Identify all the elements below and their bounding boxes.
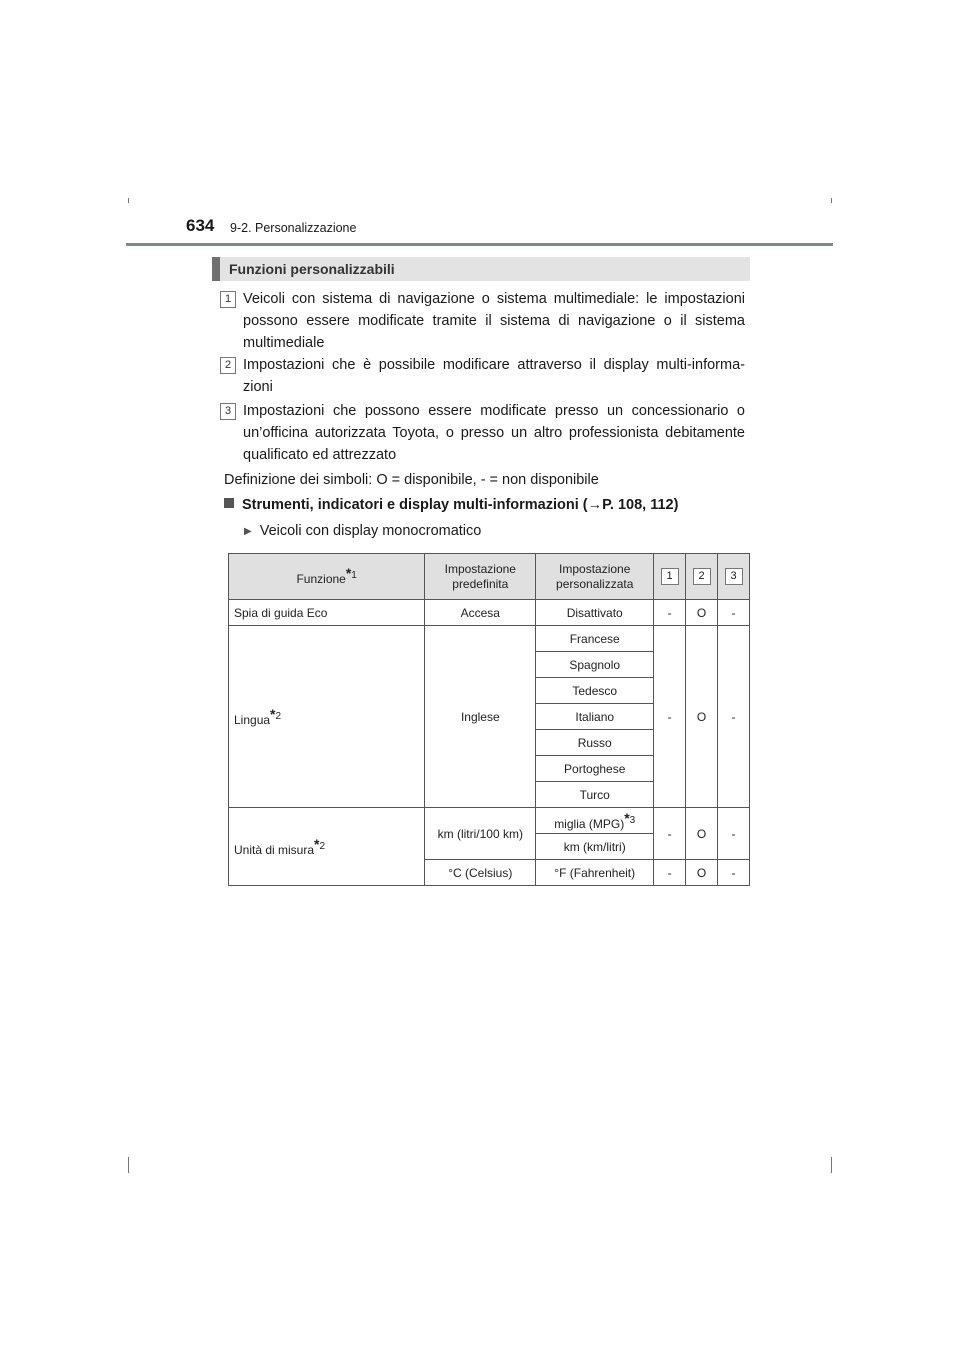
- header-default: Impostazione predefinita: [425, 554, 536, 600]
- header-col-2: 2: [686, 554, 718, 600]
- cell-custom: °F (Fahrenheit): [536, 860, 654, 886]
- cell-option: Portoghese: [536, 756, 654, 782]
- cell-c3: -: [718, 808, 750, 860]
- cell-custom: Disattivato: [536, 600, 654, 626]
- section-bar-title: Funzioni personalizzabili: [229, 261, 395, 277]
- table-row-eco: [229, 600, 750, 626]
- table-row-language: [229, 626, 750, 652]
- cell-function: Unità di misura$^{*2}$: [229, 808, 425, 886]
- cell-option: Francese: [536, 626, 654, 652]
- cell-default: Inglese: [425, 626, 536, 808]
- subsubheading-text: Veicoli con display monocromatico: [259, 523, 482, 539]
- legend-text-1: Veicoli con sistema di navigazione o sistema multimediale: le impostazioni possono essere modificate tramite il sistema di navigazione o il sistema multimediale: [243, 291, 745, 351]
- cell-option: miglia (MPG)$^{*3}$: [536, 808, 654, 834]
- subheading: [224, 497, 678, 513]
- header-function: Funzione$^{*1}$: [229, 554, 425, 600]
- cell-c1: -: [654, 600, 686, 626]
- cell-c3: -: [718, 600, 750, 626]
- header-rule: [126, 243, 833, 246]
- triangle-bullet-icon: ▶: [244, 526, 252, 537]
- crop-mark: [128, 1157, 129, 1173]
- square-bullet-icon: [224, 498, 234, 508]
- legend-number-2: 2: [220, 357, 236, 374]
- crop-mark: [831, 1157, 832, 1173]
- cell-function: Spia di guida Eco: [229, 600, 425, 626]
- crop-mark: [831, 198, 832, 203]
- cell-option: Tedesco: [536, 678, 654, 704]
- table-row-units: [229, 808, 750, 834]
- cell-c2: O: [686, 626, 718, 808]
- header-col-3: 3: [718, 554, 750, 600]
- legend-text-2: Impostazioni che è possibile modificare attraverso il display multi-informa-zioni: [243, 357, 745, 395]
- cell-c1: -: [654, 860, 686, 886]
- cell-option: Italiano: [536, 704, 654, 730]
- cell-c3: -: [718, 626, 750, 808]
- cell-c2: O: [686, 808, 718, 860]
- cell-c1: -: [654, 626, 686, 808]
- cell-option: Russo: [536, 730, 654, 756]
- cell-c3: -: [718, 860, 750, 886]
- cell-default: Accesa: [425, 600, 536, 626]
- header-col-1: 1: [654, 554, 686, 600]
- section-title: 9-2. Personalizzazione: [230, 221, 357, 235]
- settings-table: [228, 553, 750, 886]
- legend-text-3: Impostazioni che possono essere modificate presso un concessionario o un’officina autorizzata Toyota, o presso un altro professionista debitamente qualificato ed attrezzato: [243, 403, 745, 463]
- cell-option: km (km/litri): [536, 834, 654, 860]
- crop-mark: [128, 198, 129, 203]
- legend-number-3: 3: [220, 403, 236, 420]
- header-custom: Impostazione personalizzata: [536, 554, 654, 600]
- cell-default: °C (Celsius): [425, 860, 536, 886]
- cell-option: Turco: [536, 782, 654, 808]
- cell-default: km (litri/100 km): [425, 808, 536, 860]
- cell-c2: O: [686, 860, 718, 886]
- cell-option: Spagnolo: [536, 652, 654, 678]
- section-bar: [212, 257, 750, 281]
- cell-c2: O: [686, 600, 718, 626]
- subheading-text: Strumenti, indicatori e display multi-informazioni (→P. 108, 112): [242, 497, 679, 513]
- page-number: 634: [186, 216, 215, 235]
- cell-function: Lingua$^{*2}$: [229, 626, 425, 808]
- cell-c1: -: [654, 808, 686, 860]
- legend-number-1: 1: [220, 291, 236, 308]
- symbols-definition: Definizione dei simboli: O = disponibile, - = non disponibile: [224, 472, 599, 488]
- subsubheading: [244, 523, 481, 539]
- table-header-row: [229, 554, 750, 600]
